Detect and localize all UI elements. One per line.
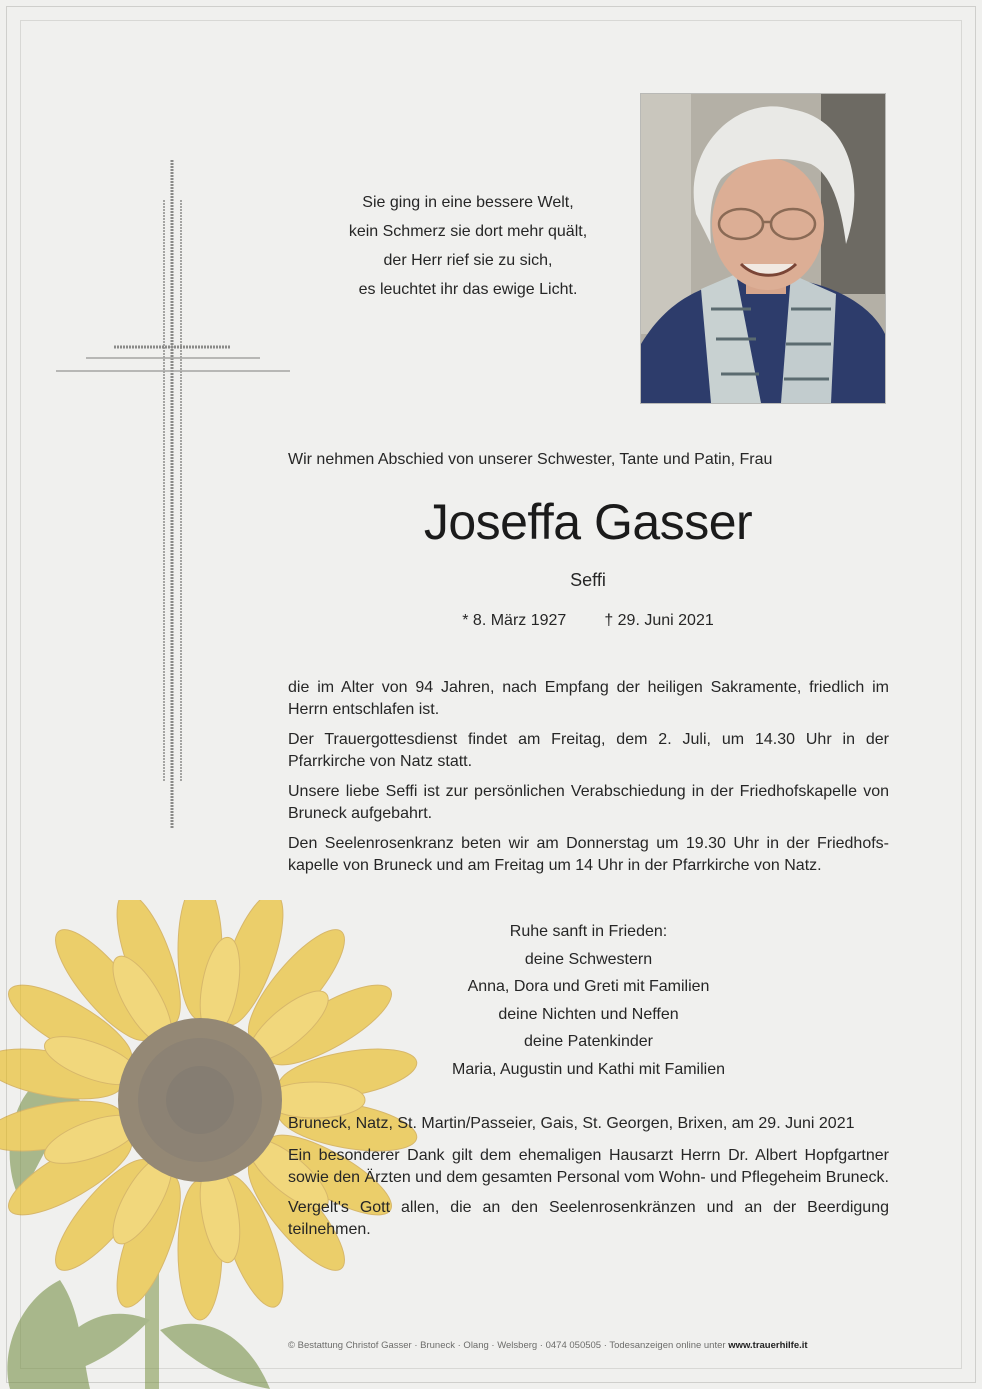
body-paragraph: Der Trauergottesdienst findet am Freitag, dem 2. Juli, um 14.30 Uhr in der Pfarrkirche von Natz statt. xyxy=(288,731,889,770)
mourners-list xyxy=(288,918,889,1084)
poem-line: es leuchtet ihr das ewige Licht. xyxy=(358,281,578,298)
footer-website-link[interactable]: www.trauerhilfe.it xyxy=(728,1340,808,1351)
mourners-line: deine Schwestern xyxy=(524,950,653,968)
gratitude-paragraph: Vergelt's Gott allen, die an den Seelenrosenkränzen und an der Beerdigung teilnehmen. xyxy=(288,1199,889,1238)
deceased-name: Joseffa Gasser xyxy=(423,494,753,550)
portrait-photo xyxy=(640,93,886,404)
body-paragraph: die im Alter von 94 Jahren, nach Empfang der heiligen Sakramente, friedlich im Herrn entschlafen ist. xyxy=(288,679,889,718)
poem-line: Sie ging in eine bessere Welt, xyxy=(362,194,574,211)
mourners-line: Ruhe sanft in Frieden: xyxy=(509,923,668,940)
portrait-illustration xyxy=(641,94,885,403)
body-paragraph: Den Seelenrosenkranz beten wir am Donnerstag um 19.30 Uhr in der Friedhofskapelle von Bruneck und am Freitag um 14 Uhr in der Pfarrkirche von Natz. xyxy=(288,835,889,874)
poem-line: kein Schmerz sie dort mehr quält, xyxy=(348,223,588,240)
footer-text: © Bestattung Christof Gasser · Bruneck · Olang · Welsberg · 0474 050505 · Todesanzeigen online unter xyxy=(288,1340,729,1351)
poem-line: der Herr rief sie zu sich, xyxy=(383,252,553,269)
death-date: † 29. Juni 2021 xyxy=(604,612,714,629)
life-dates xyxy=(288,612,888,630)
mourners-line: deine Patenkinder xyxy=(524,1033,653,1051)
thanks-paragraph: Ein besonderer Dank gilt dem ehemaligen Hausarzt Herrn Dr. Albert Hopfgartner sowie den Ärzten und dem gesamten Personal vom Wohn- und Pflegeheim Bruneck. xyxy=(288,1147,889,1186)
closing-section xyxy=(288,1113,889,1249)
mourners-line: deine Nichten und Neffen xyxy=(498,1005,679,1023)
announcement-body xyxy=(288,677,889,885)
intro-line: Wir nehmen Abschied von unserer Schwester, Tante und Patin, Frau xyxy=(288,451,773,468)
footer-credit xyxy=(288,1340,888,1351)
poem xyxy=(298,188,638,304)
cross-icon xyxy=(40,150,300,840)
mourners-line: Anna, Dora und Greti mit Familien xyxy=(467,978,710,996)
mourners-line: Maria, Augustin und Kathi mit Familien xyxy=(451,1060,725,1078)
body-paragraph: Unsere liebe Seffi ist zur persönlichen Verabschiedung in der Friedhofskapelle von Bruneck aufgebahrt. xyxy=(288,783,889,822)
place-date: Bruneck, Natz, St. Martin/Passeier, Gais, St. Georgen, Brixen, am 29. Juni 2021 xyxy=(288,1115,855,1132)
nickname: Seffi xyxy=(570,570,606,590)
birth-date: * 8. März 1927 xyxy=(462,612,567,629)
